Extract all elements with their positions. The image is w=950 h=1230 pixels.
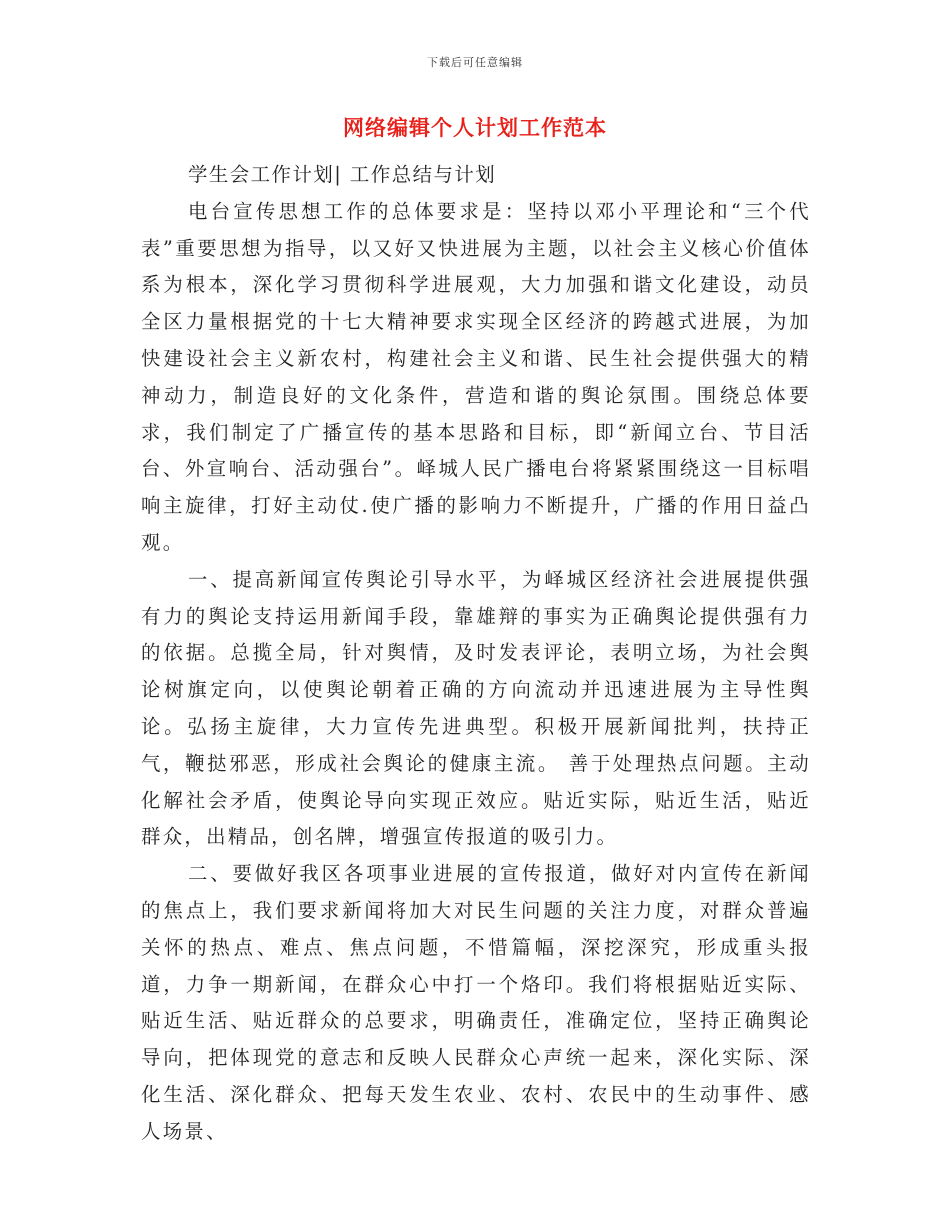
- category-line: 学生会工作计划| 工作总结与计划: [188, 163, 497, 186]
- document-title: 网络编辑个人计划工作范本: [343, 116, 607, 140]
- paragraph-intro: 电台宣传思想工作的总体要求是：坚持以邓小平理论和“三个代表”重要思想为指导，以又好又快进展为主题，以社会主义核心价值体系为根本，深化学习贯彻科学进展观，大力加强和谐文化建设，动员全区力量根据党的十七大精神要求实现全区经济的跨越式进展，为加快建设社会主义新农村，构建社会主义和谐、民生社会提供强大的精神动力，制造良好的文化条件，营造和谐的舆论氛围。围绕总体要求，我们制定了广播宣传的基本思路和目标，即“新闻立台、节目活台、外宣响台、活动强台”。峄城人民广播电台将紧紧围绕这一目标唱响主旋律，打好主动仗.使广播的影响力不断提升，广播的作用日益凸观。: [141, 199, 811, 554]
- paragraph-section-1: 一、提高新闻宣传舆论引导水平，为峄城区经济社会进展提供强有力的舆论支持运用新闻手段，靠雄辩的事实为正确舆论提供强有力的依据。总揽全局，针对舆情，及时发表评论，表明立场，为社会舆论树旗定向，以使舆论朝着正确的方向流动并迅速进展为主导性舆论。弘扬主旋律，大力宣传先进典型。积极开展新闻批判，扶持正气，鞭挞邪恶，形成社会舆论的健康主流。 善于处理热点问题。主动化解社会矛盾，使舆论导向实现正效应。贴近实际，贴近生活，贴近群众，出精品，创名牌，增强宣传报道的吸引力。: [141, 567, 811, 849]
- paragraph-section-2: 二、要做好我区各项事业进展的宣传报道，做好对内宣传在新闻的焦点上，我们要求新闻将加大对民生问题的关注力度，对群众普遍关怀的热点、难点、焦点问题，不惜篇幅，深挖深究，形成重头报道，力争一期新闻，在群众心中打一个烙印。我们将根据贴近实际、贴近生活、贴近群众的总要求，明确责任，准确定位，坚持正确舆论导向，把体现党的意志和反映人民群众心声统一起来，深化实际、深化生活、深化群众、把每天发生农业、农村、农民中的生动事件、感人场景、: [141, 862, 811, 1143]
- header-note: 下载后可任意编辑: [427, 56, 523, 69]
- document-body: [141, 157, 811, 1151]
